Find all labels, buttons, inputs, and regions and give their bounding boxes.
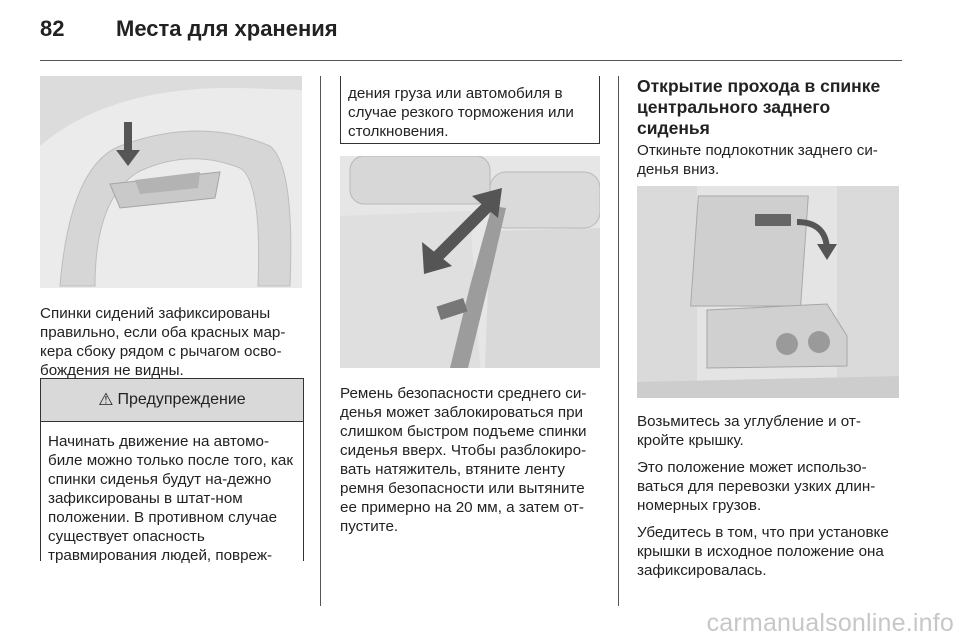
section-heading: Открытие прохода в спинке центрального заднего сиденья xyxy=(637,76,881,138)
warning-text: Начинать движение на автомо-биле можно только после того, как спинки сиденья будут на-дежно зафиксированы в штат-ном положении. В противном случае существует опасность травмирования людей, повреж- xyxy=(48,433,293,564)
seatback-lock-paragraph: Спинки сидений зафиксированы правильно, если оба красных мар-кера сбоку рядом с рычагом осво-бождения не видны. xyxy=(40,305,286,379)
cover-lock-paragraph: Убедитесь в том, что при установке крышки в исходное положение она зафиксировалась. xyxy=(637,524,889,579)
header-divider xyxy=(40,60,902,61)
warning-text-continued: дения груза или автомобиля в случае резкого торможения или столкновения. xyxy=(348,85,574,140)
warning-triangle-icon: ⚠ xyxy=(98,390,114,409)
warning-box-continued xyxy=(340,76,600,144)
page-title: Места для хранения xyxy=(116,16,338,41)
long-cargo-paragraph: Это положение может использо-ваться для перевозки узких длин-номерных грузов. xyxy=(637,459,876,514)
seatbelt-paragraph: Ремень безопасности среднего си-денья может заблокироваться при слишком быстром подъеме спинки сиденья вверх. Чтобы разблокиро-вать натяжитель, втяните ленту ремня безопасности или вытяните ее примерно на 20 мм, а затем от-пустите. xyxy=(340,385,587,535)
column-divider-2 xyxy=(618,76,619,606)
col2-text xyxy=(340,384,602,544)
column-divider-1 xyxy=(320,76,321,606)
open-cover-paragraph: Возьмитесь за углубление и от-кройте крышку. xyxy=(637,413,861,449)
seatback-marker-illustration xyxy=(40,76,302,288)
seatbelt-illustration xyxy=(340,156,600,368)
armrest-intro: Откиньте подлокотник заднего си-денья вниз. xyxy=(637,142,878,178)
col3-header-block xyxy=(637,76,903,187)
warning-box xyxy=(40,378,304,564)
col3-text xyxy=(637,412,903,588)
col1-text xyxy=(40,304,302,388)
warning-title: Предупреждение xyxy=(117,391,246,408)
page-number: 82 xyxy=(40,16,65,41)
armrest-passthrough-illustration xyxy=(637,186,899,398)
warning-header xyxy=(41,379,303,422)
watermark: carmanualsonline.info xyxy=(706,609,954,637)
